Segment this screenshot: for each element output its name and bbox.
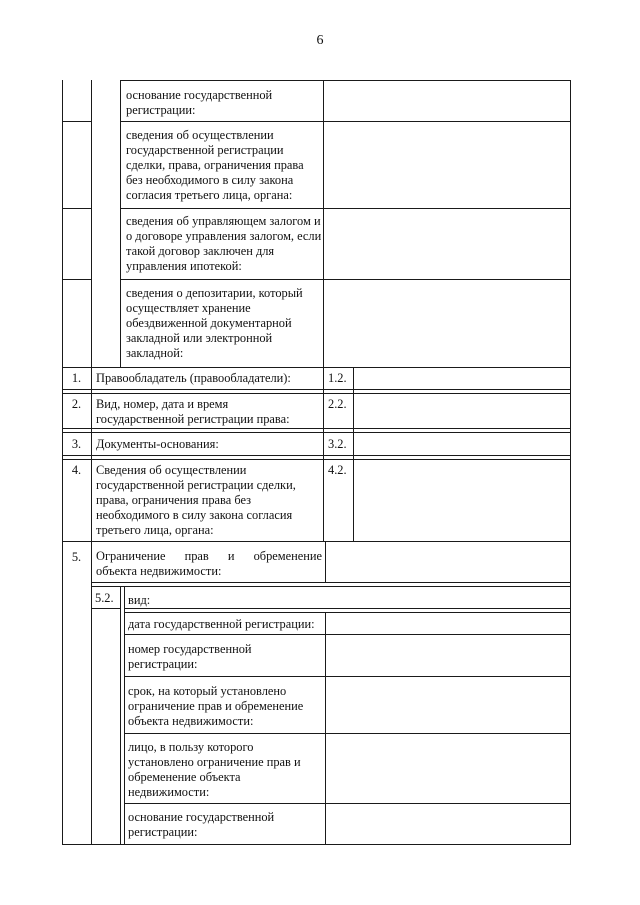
table-border [62,459,571,460]
field-label: сведения о депозитарии, который осуществляет хранение обездвиженной документарной закладной или электронной закладной: [126,286,303,360]
field-label: основание государственной регистрации: [126,88,273,117]
table-border [325,612,326,845]
row-number: 3. [71,437,82,451]
table-border [62,428,571,429]
table-border [62,541,63,845]
table-border [62,844,571,845]
table-border [124,733,571,734]
field-label: дата государственной регистрации: [128,617,315,631]
table-border [91,586,571,587]
field-label: вид: [128,593,151,607]
field-label: номер государственной регистрации: [128,642,252,671]
table-border [124,634,571,635]
table-border [120,586,121,845]
table-border [62,80,63,368]
table-border [62,432,571,433]
table-border [91,582,571,583]
table-border [124,803,571,804]
field-label: сведения об осуществлении государственной регистрации сделки, права, ограничения права без необходимого в силу закона согласия третьего лица, органа: [126,128,304,202]
table-border [120,208,571,209]
row-label: Правообладатель (правообладатели): [96,371,291,385]
sub-number: 1.2. [328,371,347,385]
sub-number: 5.2. [95,591,114,605]
table-border [62,121,91,122]
table-border [62,393,571,394]
row-label: Ограничение прав и обременение [96,549,322,563]
row-label: Сведения об осуществлении государственной регистрации сделки, права, ограничения права без необходимого в силу закона согласия третьего лица, органа: [96,463,296,537]
field-label: сведения об управляющем залогом и о договоре управления залогом, если такой договор заключен для управления ипотекой: [126,214,322,273]
table-border [120,279,571,280]
table-border [124,608,571,609]
table-border [91,608,120,609]
table-border [91,80,92,368]
sub-number: 3.2. [328,437,347,451]
sub-number: 4.2. [328,463,347,477]
table-border [62,279,91,280]
table-border [120,121,571,122]
table-border [570,80,571,368]
table-border [120,80,121,368]
field-label: лицо, в пользу которого установлено ограничение прав и обременение объекта недвижимости: [128,740,301,799]
field-label: срок, на который установлено ограничение прав и обременение объекта недвижимости: [128,684,304,728]
row-number: 2. [71,397,82,411]
row-label: Вид, номер, дата и время государственной регистрации права: [96,397,290,426]
sub-number: 2.2. [328,397,347,411]
table-border [325,541,326,583]
row-number: 1. [71,371,82,385]
table-border [62,541,571,542]
row-label: объекта недвижимости: [96,564,222,578]
row-label: Документы-основания: [96,437,219,451]
table-border [62,389,571,390]
table-border [62,455,571,456]
field-label: основание государственной регистрации: [128,810,275,839]
table-border [124,676,571,677]
table-border [120,80,571,81]
table-border [323,80,324,368]
row-number: 4. [71,463,82,477]
table-border [62,208,91,209]
page-number: 6 [316,33,324,48]
table-border [124,612,571,613]
table-border [62,367,571,368]
row-number: 5. [71,550,82,564]
table-border [124,586,125,845]
